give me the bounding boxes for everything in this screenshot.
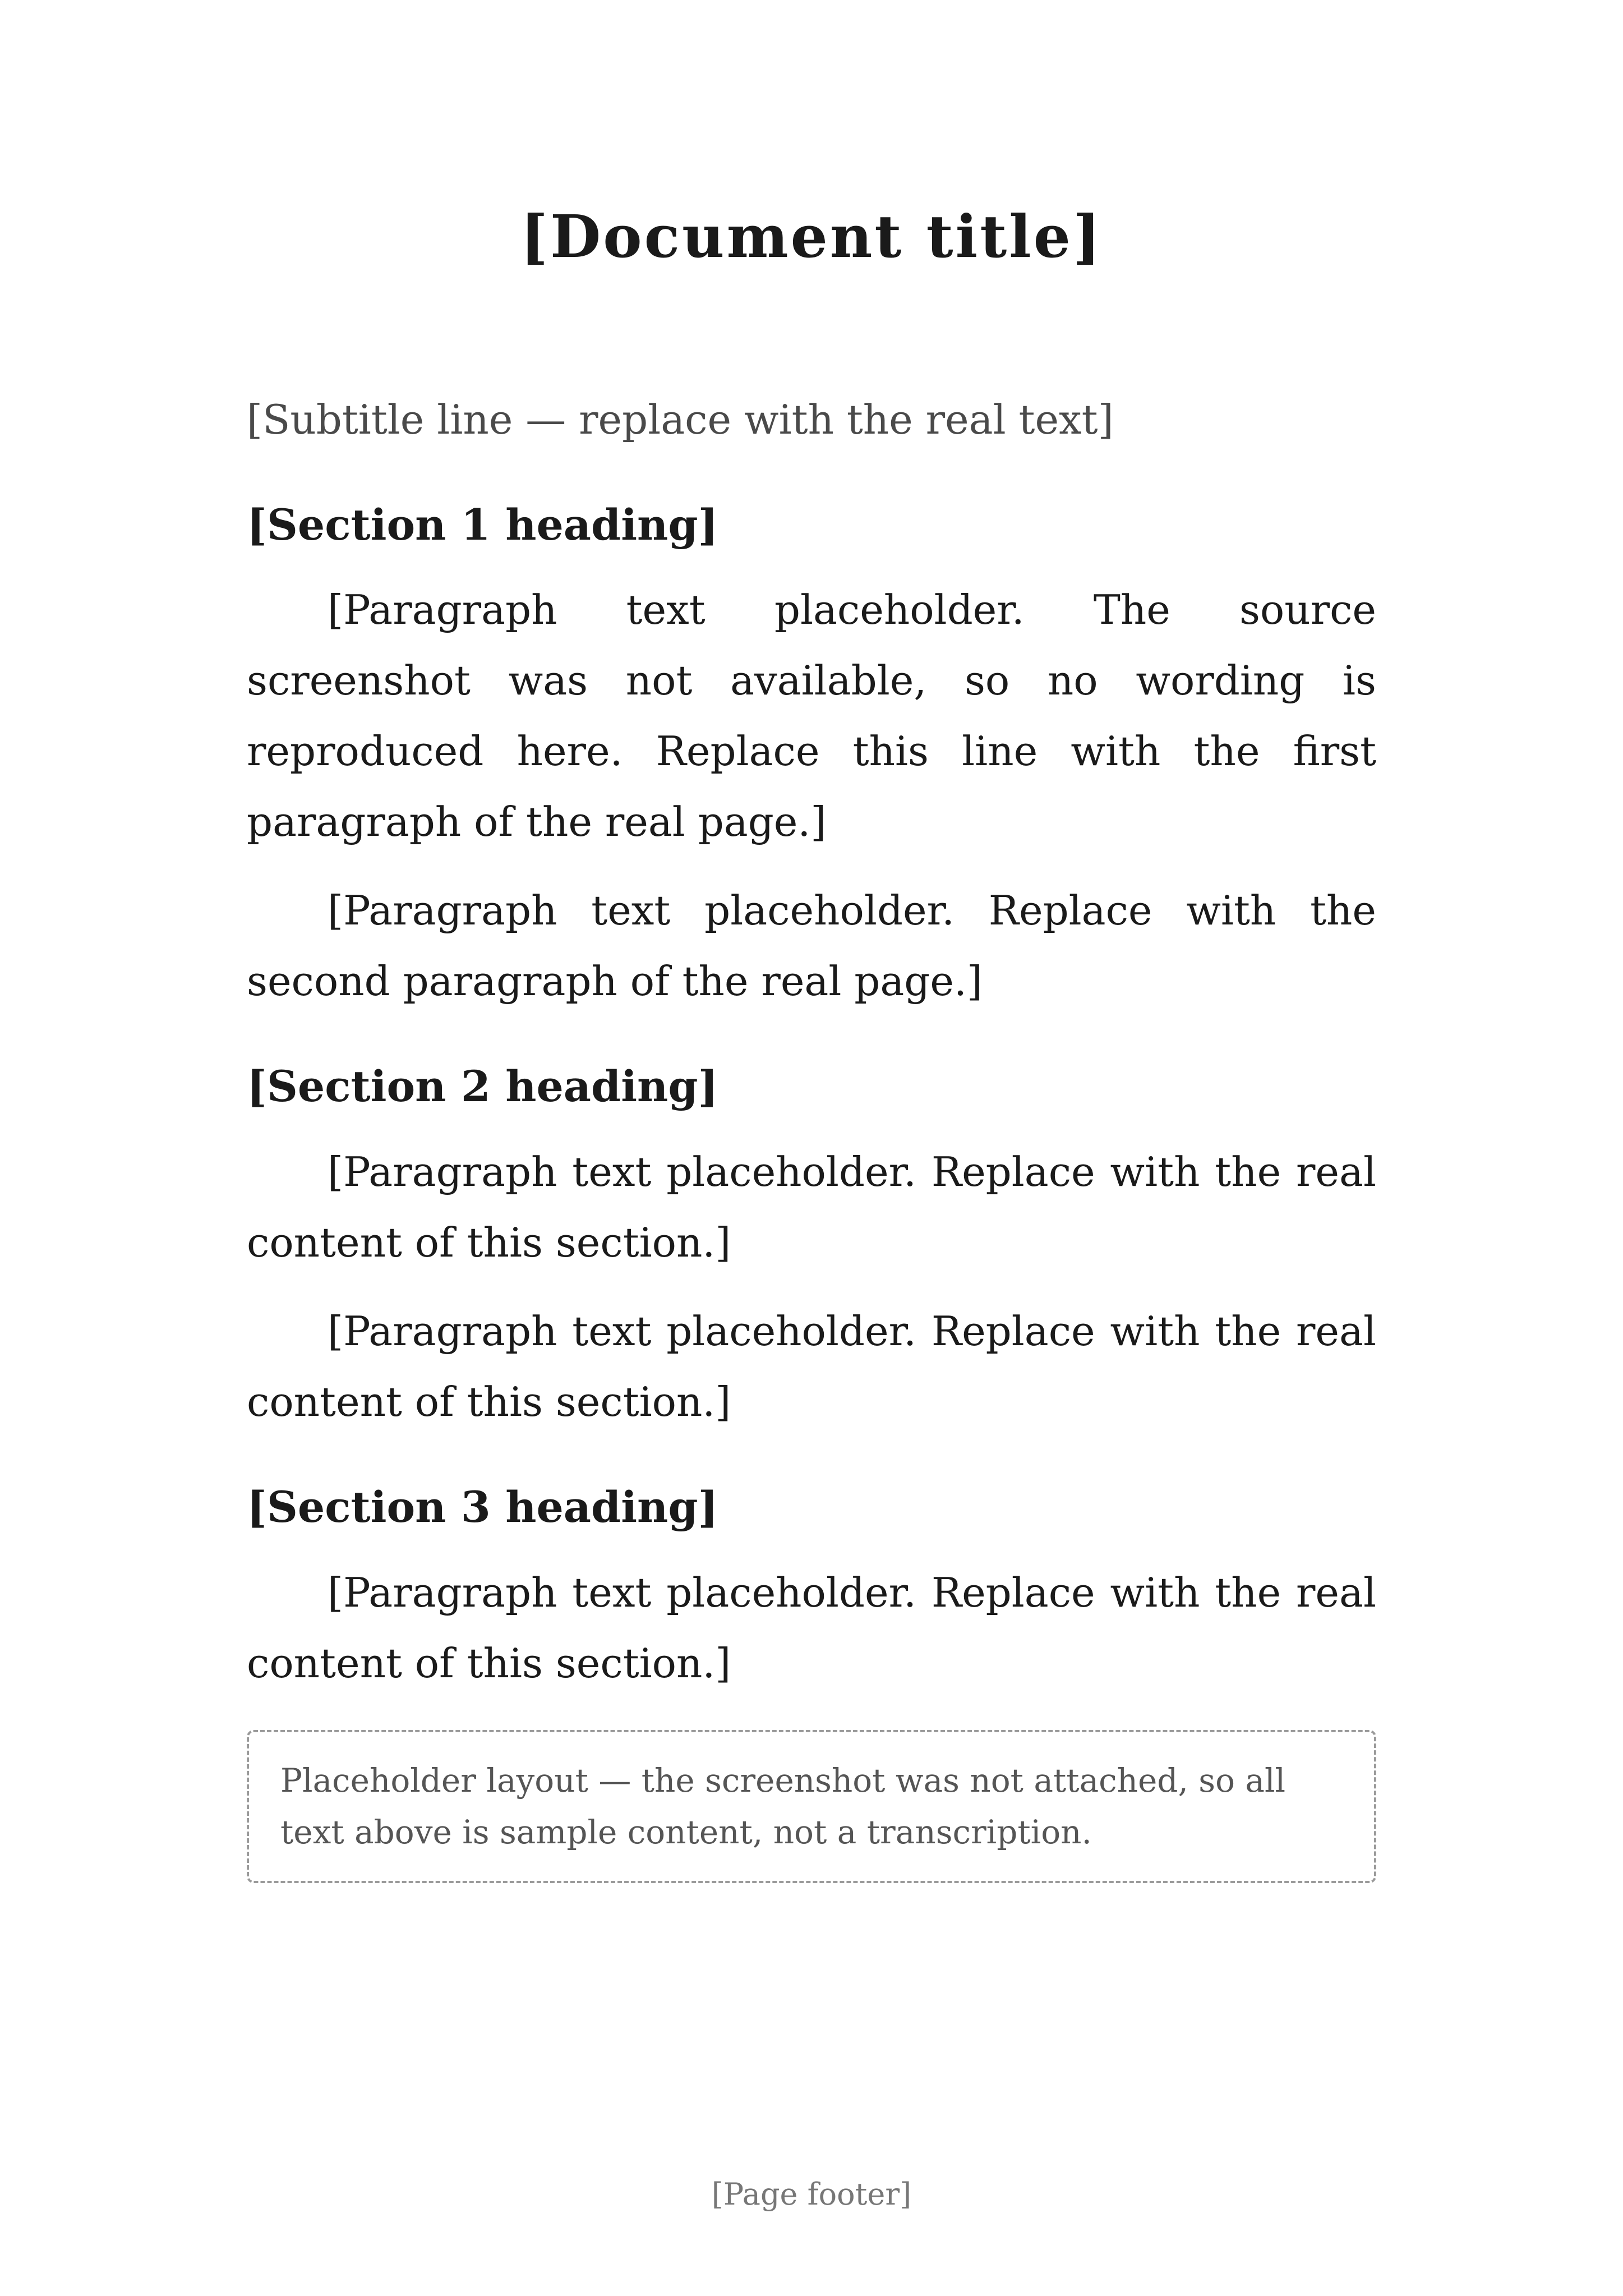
document-subtitle: [Subtitle line — replace with the real text]: [247, 395, 1114, 443]
paragraph: [Paragraph text placeholder. Replace with the real content of this section.]: [247, 1307, 1376, 1425]
section: [247, 1052, 1376, 1437]
section-heading: [Section 3 heading]: [247, 1481, 718, 1532]
section-heading: [Section 2 heading]: [247, 1061, 718, 1112]
paragraph: [Paragraph text placeholder. The source screenshot was not available, so no wording is reproduced here. Replace this line with the first paragraph of the real page.]: [247, 586, 1376, 846]
section: [247, 491, 1376, 1017]
section-heading: [Section 1 heading]: [247, 499, 718, 550]
page-footer: [Page footer]: [711, 2177, 912, 2212]
section: [247, 1473, 1376, 1699]
paragraph: [Paragraph text placeholder. Replace with the real content of this section.]: [247, 1148, 1376, 1266]
paragraph: [Paragraph text placeholder. Replace with the second paragraph of the real page.]: [247, 887, 1376, 1005]
document-title: [Document title]: [520, 202, 1103, 271]
paragraph: [Paragraph text placeholder. Replace with the real content of this section.]: [247, 1568, 1376, 1687]
placeholder-note: Placeholder layout — the screenshot was not attached, so all text above is sample content, not a transcription.: [247, 1730, 1376, 1884]
document-body: [247, 491, 1376, 1699]
